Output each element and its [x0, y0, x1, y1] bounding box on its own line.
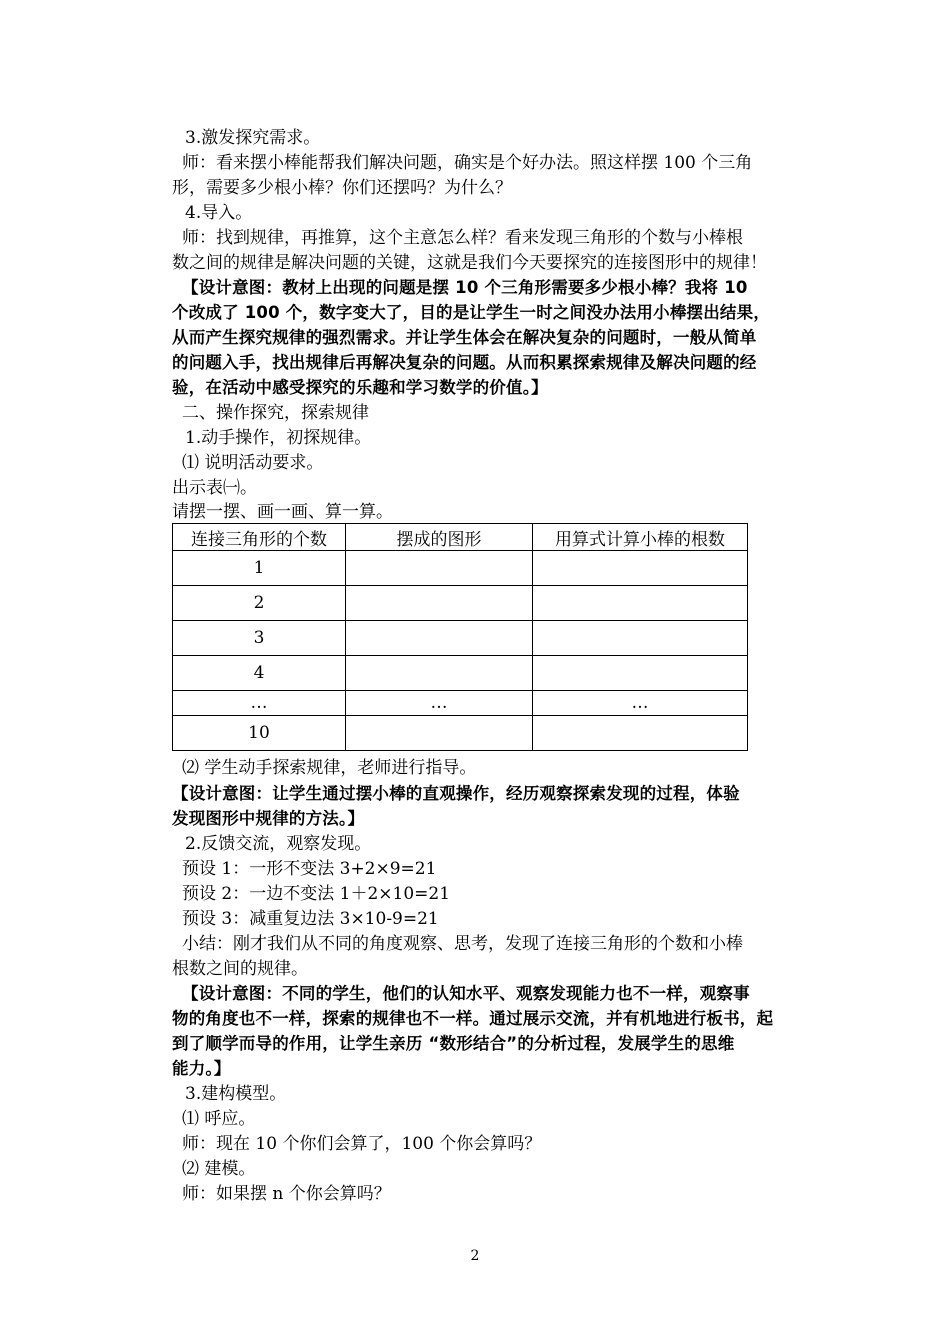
table-cell: 1 — [173, 551, 346, 586]
table-cell — [346, 621, 533, 656]
table-cell — [346, 656, 533, 691]
paragraph-line: 根数之间的规律。 — [172, 959, 308, 979]
design-intent-line: 的问题入手，找出规律后再解决复杂的问题。从而积累探索规律及解决问题的经 — [172, 353, 757, 372]
table-row — [173, 656, 748, 691]
table-cell — [533, 716, 748, 751]
paragraph-line: 3.建构模型。 — [185, 1084, 287, 1104]
design-intent-line: 能力。】 — [172, 1059, 231, 1078]
paragraph-line: ⑴ 呼应。 — [182, 1109, 256, 1129]
table-cell: … — [346, 691, 533, 716]
paragraph-line: 请摆一摆、画一画、算一算。 — [172, 502, 393, 522]
table-cell: … — [173, 691, 346, 716]
design-intent-line: 从而产生探究规律的强烈需求。并让学生体会在解决复杂的问题时，一般从简单 — [172, 328, 757, 347]
paragraph-line: 形，需要多少根小棒？你们还摆吗？为什么？ — [172, 178, 512, 198]
paragraph-line: ⑵ 学生动手探索规律，老师进行指导。 — [182, 758, 477, 778]
activity-table — [172, 523, 748, 751]
paragraph-line: ⑴ 说明活动要求。 — [182, 453, 324, 473]
table-row — [173, 691, 748, 716]
table-header-row — [173, 524, 748, 551]
paragraph-line: 预设 1：一形不变法 3+2×9=21 — [182, 859, 437, 879]
table-cell: 3 — [173, 621, 346, 656]
design-intent-line: 【设计意图：教材上出现的问题是摆 10 个三角形需要多少根小棒？我将 10 — [182, 278, 748, 297]
design-intent-line: 到了顺学而导的作用，让学生亲历 “数形结合”的分析过程，发展学生的思维 — [172, 1034, 735, 1053]
design-intent-line: 【设计意图：让学生通过摆小棒的直观操作，经历观察探索发现的过程，体验 — [172, 784, 740, 803]
section-heading: 二、操作探究，探索规律 — [182, 403, 369, 423]
table-cell — [533, 656, 748, 691]
page-number: 2 — [470, 1248, 480, 1264]
table-cell — [346, 716, 533, 751]
paragraph-line: 出示表㈠。 — [172, 478, 257, 498]
design-intent-line: 【设计意图：不同的学生，他们的认知水平、观察发现能力也不一样，观察事 — [182, 984, 750, 1003]
design-intent-line: 物的角度也不一样，探索的规律也不一样。通过展示交流，并有机地进行板书，起 — [172, 1009, 774, 1028]
table-cell: 10 — [173, 716, 346, 751]
paragraph-line: 师：找到规律，再推算，这个主意怎么样？看来发现三角形的个数与小棒根 — [182, 228, 743, 248]
table-cell — [533, 551, 748, 586]
table-cell — [346, 551, 533, 586]
paragraph-line: 2.反馈交流，观察发现。 — [185, 834, 372, 854]
table-header-cell: 用算式计算小棒的根数 — [533, 524, 748, 551]
table-cell: … — [533, 691, 748, 716]
table-row — [173, 586, 748, 621]
table-cell: 4 — [173, 656, 346, 691]
table-header-cell: 连接三角形的个数 — [173, 524, 346, 551]
paragraph-line: 预设 3：减重复边法 3×10-9=21 — [182, 909, 439, 929]
table-header-cell: 摆成的图形 — [346, 524, 533, 551]
paragraph-line: 师：如果摆 n 个你会算吗？ — [182, 1184, 391, 1204]
table-cell — [346, 586, 533, 621]
paragraph-line: 3.激发探究需求。 — [185, 128, 321, 148]
paragraph-line: 师：看来摆小棒能帮我们解决问题，确实是个好办法。照这样摆 100 个三角 — [182, 153, 753, 173]
design-intent-line: 发现图形中规律的方法。】 — [172, 809, 365, 828]
paragraph-line: 预设 2：一边不变法 1＋2×10=21 — [182, 884, 451, 904]
paragraph-line: 4.导入。 — [185, 203, 253, 223]
table-row — [173, 551, 748, 586]
design-intent-line: 验，在活动中感受探究的乐趣和学习数学的价值。】 — [172, 378, 548, 397]
table-cell — [533, 586, 748, 621]
paragraph-line: 小结：刚才我们从不同的角度观察、思考，发现了连接三角形的个数和小棒 — [182, 934, 743, 954]
table-cell — [533, 621, 748, 656]
table-row — [173, 621, 748, 656]
paragraph-line: 1.动手操作，初探规律。 — [185, 428, 372, 448]
paragraph-line: ⑵ 建模。 — [182, 1159, 256, 1179]
paragraph-line: 数之间的规律是解决问题的关键，这就是我们今天要探究的连接图形中的规律！ — [172, 253, 767, 273]
table-cell: 2 — [173, 586, 346, 621]
paragraph-line: 师：现在 10 个你们会算了，100 个你会算吗？ — [182, 1134, 542, 1154]
design-intent-line: 个改成了 100 个，数字变大了，目的是让学生一时之间没办法用小棒摆出结果， — [172, 303, 771, 322]
table-row — [173, 716, 748, 751]
